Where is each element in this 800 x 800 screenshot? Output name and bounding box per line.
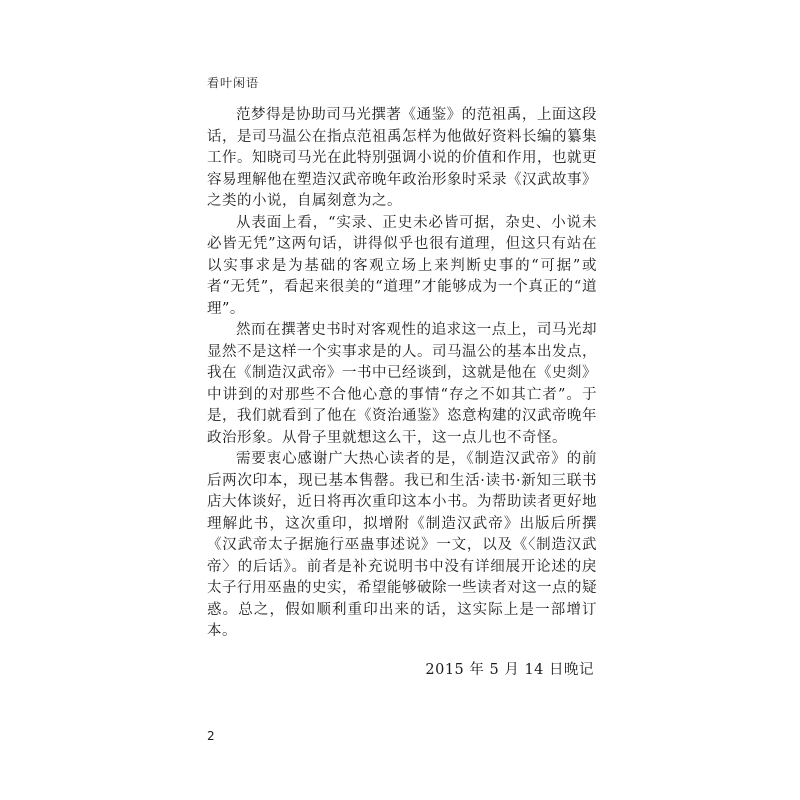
paragraph: 从表面上看，“实录、正史未必皆可据，杂史、小说未必皆无凭”这两句话，讲得似乎也很有道理，但这只有站在以实事求是为基础的客观立场上来判断史事的“可据”或者“无凭”，看起来很美的“道理”才能够成为一个真正的“道理”。: [207, 214, 597, 317]
page-number: 2: [207, 729, 215, 743]
paragraph: 需要衷心感谢广大热心读者的是，《制造汉武帝》的前后两次印本，现已基本售罄。我已和生活·读书·新知三联书店大体谈好，近日将再次重印这本小书。为帮助读者更好地理解此书，这次重印，拟增附《制造汉武帝》出版后所撰《汉武帝太子据施行巫蛊事述说》一文，以及《〈制造汉武帝〉的后话》。前者是补充说明书中没有详细展开论述的戾太子行用巫蛊的史实，希望能够破除一些读者对这一点的疑惑。总之，假如顺利重印出来的话，这实际上是一部增订本。: [207, 451, 597, 639]
paragraph: 范梦得是协助司马光撰著《通鉴》的范祖禹，上面这段话，是司马温公在指点范祖禹怎样为他做好资料长编的纂集工作。知晓司马光在此特别强调小说的价值和作用，也就更容易理解他在塑造汉武帝晚年政治形象时采录《汉武故事》之类的小说，自属刻意为之。: [207, 107, 597, 209]
paragraph: 然而在撰著史书时对客观性的追求这一点上，司马光却显然不是这样一个实事求是的人。司马温公的基本出发点，我在《制造汉武帝》一书中已经谈到，这就是他在《史剡》中讲到的对那些不合他心意的事情“存之不如其亡者”。于是，我们就看到了他在《资治通鉴》恣意构建的汉武帝晚年政治形象。从骨子里就想这么干，这一点儿也不奇怪。: [207, 322, 597, 446]
body-text: [207, 105, 597, 643]
running-head: 看叶闲语: [207, 76, 260, 90]
date-signature: 2015 年 5 月 14 日晚记: [425, 662, 594, 678]
